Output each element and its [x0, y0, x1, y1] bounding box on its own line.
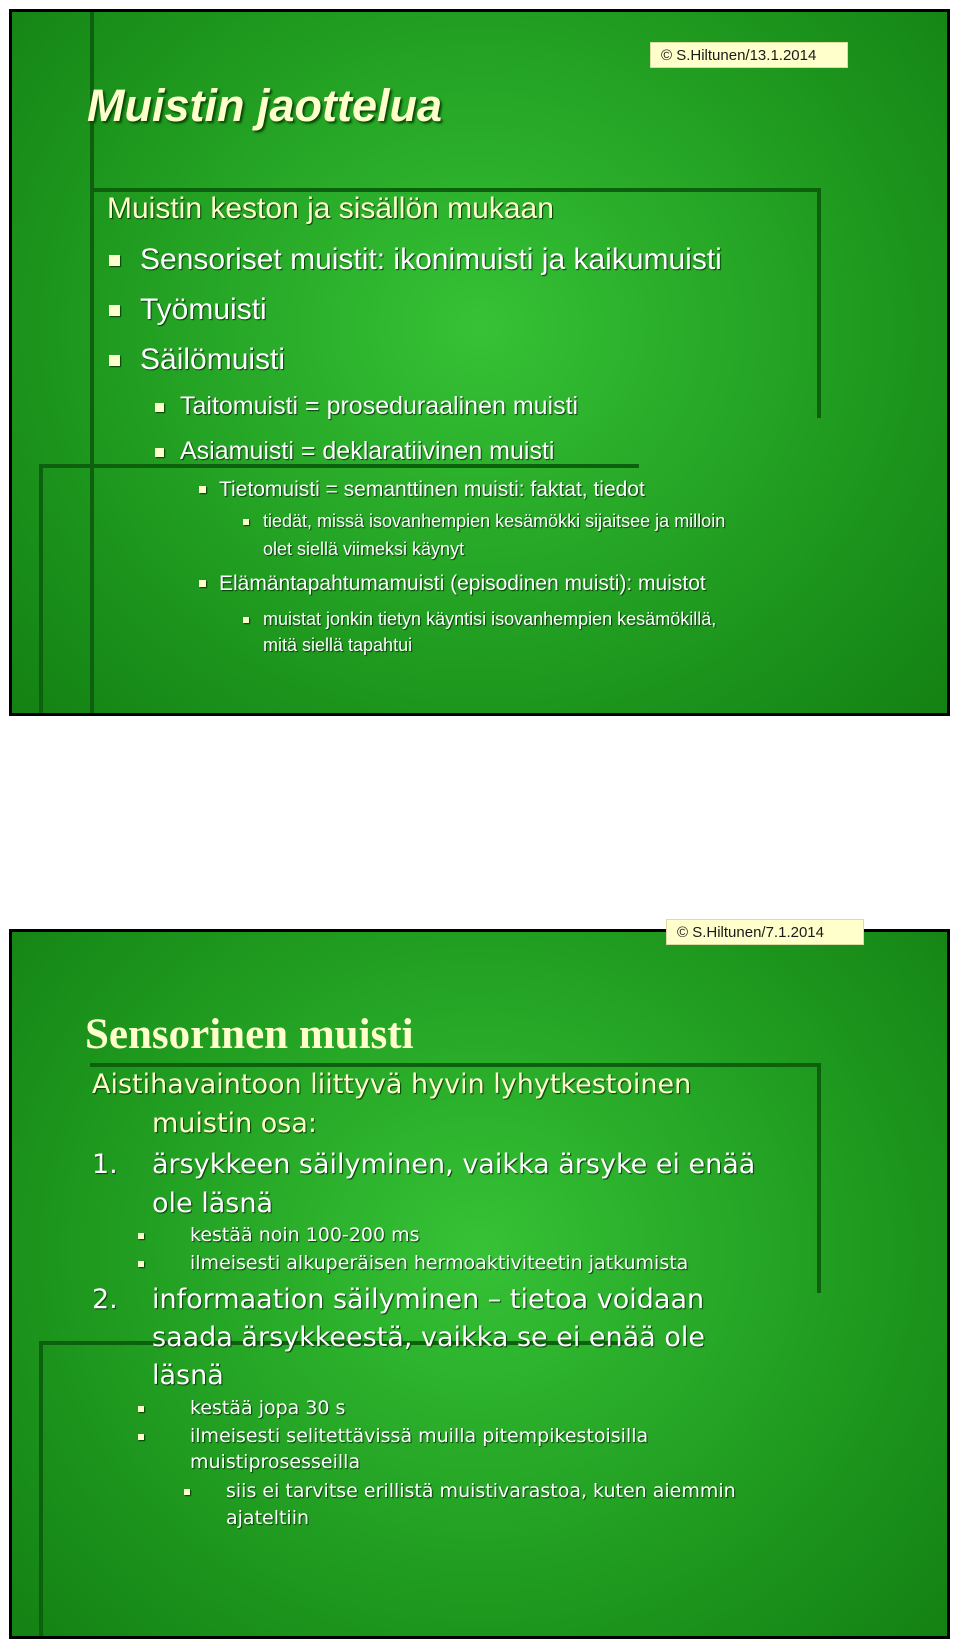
list-item-line: muistiprosesseilla: [190, 1451, 361, 1473]
list-item: Tietomuisti = semanttinen muisti: faktat, tiedot: [219, 478, 645, 501]
slide-title: Muistin jaottelua: [87, 80, 443, 131]
list-item: Elämäntapahtumamuisti (episodinen muisti): muistot: [219, 572, 706, 595]
bullet-icon: [243, 617, 249, 623]
bullet-icon: [155, 403, 164, 412]
list-item: Sensoriset muistit: ikonimuisti ja kaikumuisti: [140, 243, 722, 276]
list-item: ilmeisesti alkuperäisen hermoaktiviteetin jatkumista: [190, 1252, 689, 1274]
list-item: Säilömuisti: [140, 343, 286, 376]
list-number: 1.: [92, 1149, 118, 1180]
copyright-badge: © S.Hiltunen/13.1.2014: [650, 42, 848, 68]
bullet-icon: [109, 305, 120, 316]
list-item-line: muistat jonkin tietyn käyntisi isovanhempien kesämökillä,: [263, 609, 717, 629]
list-item-line: informaation säilyminen – tietoa voidaan: [152, 1284, 705, 1315]
list-item-line: ilmeisesti selitettävissä muilla pitempikestoisilla: [190, 1425, 649, 1447]
list-item-line: tiedät, missä isovanhempien kesämökki sijaitsee ja milloin: [263, 511, 726, 531]
bullet-icon: [138, 1261, 144, 1267]
copyright-badge: © S.Hiltunen/7.1.2014: [666, 919, 864, 945]
bullet-icon: [138, 1406, 144, 1412]
intro-line: Aistihavaintoon liittyvä hyvin lyhytkestoinen: [92, 1069, 692, 1100]
list-item-line: ärsykkeen säilyminen, vaikka ärsyke ei enää: [152, 1149, 756, 1180]
list-item-line: saada ärsykkeestä, vaikka se ei enää ole: [152, 1322, 705, 1353]
decorative-line: [39, 1341, 43, 1639]
decorative-line: [39, 464, 43, 716]
list-item: Taitomuisti = proseduraalinen muisti: [180, 392, 579, 420]
list-item-line: ajateltiin: [226, 1507, 310, 1529]
bullet-icon: [155, 448, 164, 457]
bullet-icon: [138, 1233, 144, 1239]
list-item: kestää noin 100-200 ms: [190, 1224, 420, 1246]
bullet-icon: [199, 486, 206, 493]
section-heading: Muistin keston ja sisällön mukaan: [107, 192, 554, 225]
bullet-icon: [243, 519, 249, 525]
decorative-line: [817, 188, 821, 418]
list-number: 2.: [92, 1284, 118, 1315]
intro-line: muistin osa:: [152, 1108, 317, 1139]
bullet-icon: [138, 1434, 144, 1440]
list-item: kestää jopa 30 s: [190, 1397, 346, 1419]
decorative-line: [90, 1063, 820, 1067]
decorative-line: [817, 1063, 821, 1293]
list-item-line: olet siellä viimeksi käynyt: [263, 539, 465, 559]
list-item-line: mitä siellä tapahtui: [263, 635, 413, 655]
bullet-icon: [199, 580, 206, 587]
bullet-icon: [109, 355, 120, 366]
bullet-icon: [184, 1489, 190, 1495]
list-item-line: läsnä: [152, 1360, 224, 1391]
list-item-line: siis ei tarvitse erillistä muistivarastoa, kuten aiemmin: [226, 1480, 736, 1502]
bullet-icon: [109, 255, 120, 266]
list-item: Työmuisti: [140, 293, 267, 326]
list-item-line: ole läsnä: [152, 1188, 273, 1219]
slide-title: Sensorinen muisti: [85, 1011, 414, 1058]
list-item: Asiamuisti = deklaratiivinen muisti: [180, 437, 555, 465]
